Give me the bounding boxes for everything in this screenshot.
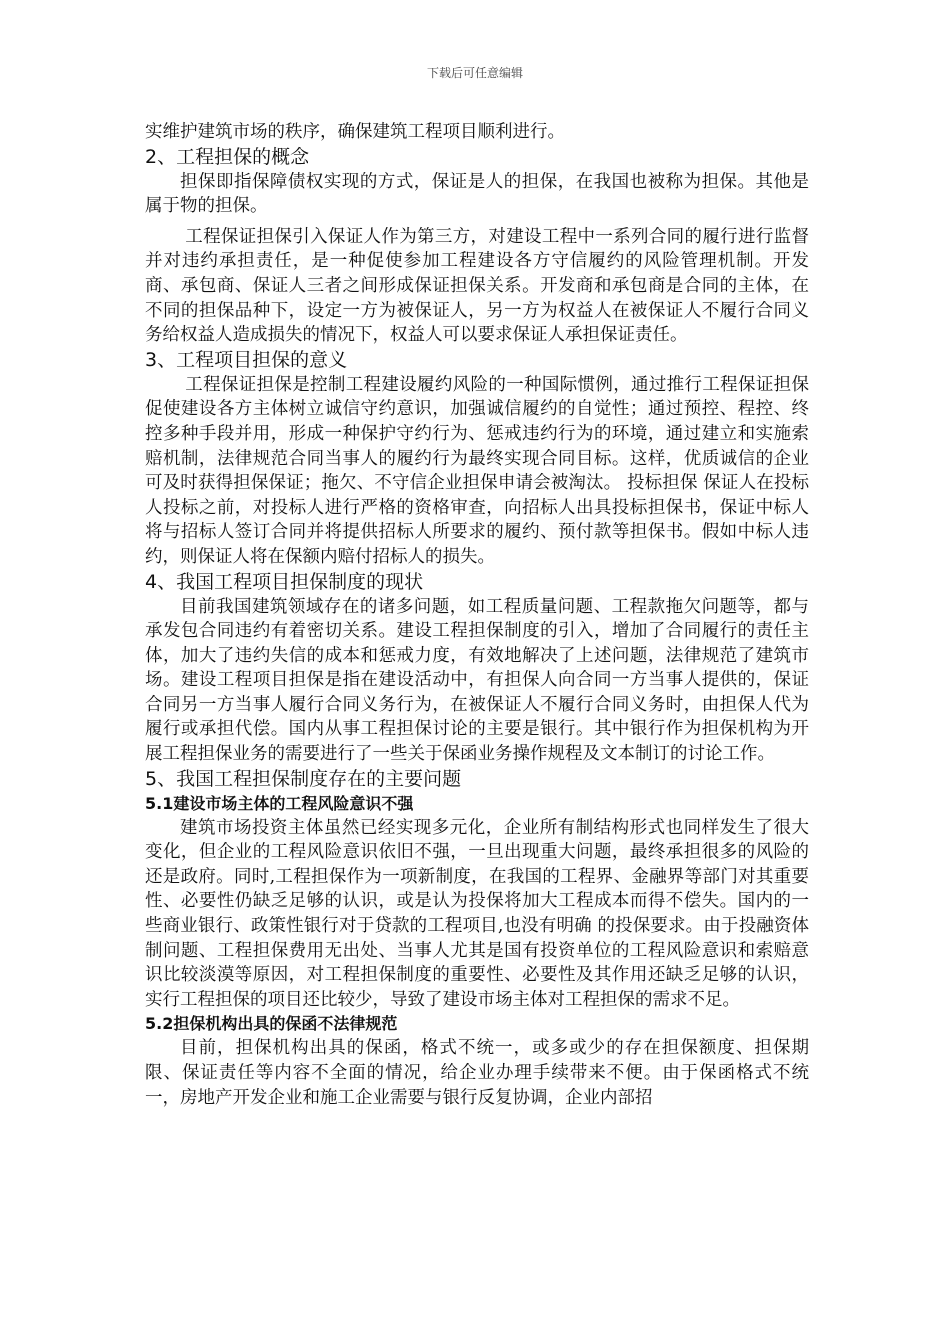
document-body: [145, 120, 809, 1110]
paragraph: 目前，担保机构出具的保函，格式不统一，或多或少的存在担保额度、担保期限、保证责任等内容不全面的情况，给企业办理手续带来不便。由于保函格式不统一，房地产开发企业和施工企业需要与银行反复协调，企业内部招: [145, 1038, 809, 1108]
section-heading: 3、工程项目担保的意义: [145, 348, 348, 371]
paragraph: 目前我国建筑领域存在的诸多问题，如工程质量问题、工程款拖欠问题等，都与承发包合同违约有着密切关系。建设工程担保制度的引入，增加了合同履行的责任主体，加大了违约失信的成本和惩戒力度，有效地解决了上述问题，法律规范了建筑市场。建设工程项目担保是指在建设活动中，有担保人向合同一方当事人提供的，保证合同另一方当事人履行合同义务行为，在被保证人不履行合同义务时，由担保人代为履行或承担代偿。国内从事工程担保讨论的主要是银行。其中银行作为担保机构为开展工程担保业务的需要进行了一些关于保函业务操作规程及文本制订的讨论工作。: [145, 596, 809, 765]
paragraph: 工程保证担保引入保证人作为第三方，对建设工程中一系列合同的履行进行监督并对违约承担责任，是一种促使参加工程建设各方守信履约的风险管理机制。开发商、承包商、保证人三者之间形成保证担保关系。开发商和承包商是合同的主体，在不同的担保品种下，设定一方为被保证人，另一方为权益人在被保证人不履行合同义务给权益人造成损失的情况下，权益人可以要求保证人承担保证责任。: [145, 226, 809, 346]
paragraph: 建筑市场投资主体虽然已经实现多元化，企业所有制结构形式也同样发生了很大变化，但企业的工程风险意识依旧不强，一旦出现重大问题，最终承担很多的风险的还是政府。同时,工程担保作为一项新制度，在我国的工程界、金融界等部门对其重要性、必要性仍缺乏足够的认识，或是认为投保将加大工程成本而得不偿失。国内的一些商业银行、政策性银行对于贷款的工程项目,也没有明确 的投保要求。由于投融资体制问题、工程担保费用无出处、当事人尤其是国有投资单位的工程风险意识和索赔意识比较淡漠等原因，对工程担保制度的重要性、必要性及其作用还缺乏足够的认识，实行工程担保的项目还比较少，导致了建设市场主体对工程担保的需求不足。: [145, 817, 809, 1010]
section-heading: 4、我国工程项目担保制度的现状: [145, 570, 424, 593]
subsection-heading: 5.1建设市场主体的工程风险意识不强: [145, 793, 414, 813]
section-heading: 2、工程担保的概念: [145, 145, 310, 168]
paragraph: 担保即指保障债权实现的方式，保证是人的担保，在我国也被称为担保。其他是属于物的担保。: [145, 171, 809, 217]
paragraph: 工程保证担保是控制工程建设履约风险的一种国际惯例，通过推行工程保证担保促使建设各方主体树立诚信守约意识，加强诚信履约的自觉性；通过预控、程控、终控多种手段并用，形成一种保护守约行为、惩戒违约行为的环境，通过建立和实施索赔机制，法律规范合同当事人的履约行为最终实现合同目标。这样，优质诚信的企业可及时获得担保保证；拖欠、不守信企业担保申请会被淘汰。 投标担保 保证人在投标人投标之前，对投标人进行严格的资格审查，向招标人出具投标担保书，保证中标人将与招标人签订合同并将提供招标人所要求的履约、预付款等担保书。假如中标人违约，则保证人将在保额内赔付招标人的损失。: [145, 374, 809, 567]
page-header: 下载后可任意编辑: [426, 66, 523, 80]
section-heading: 5、我国工程担保制度存在的主要问题: [145, 767, 462, 790]
subsection-heading: 5.2担保机构出具的保函不法律规范: [145, 1014, 398, 1034]
paragraph: 实维护建筑市场的秩序，确保建筑工程项目顺利进行。: [145, 122, 565, 142]
